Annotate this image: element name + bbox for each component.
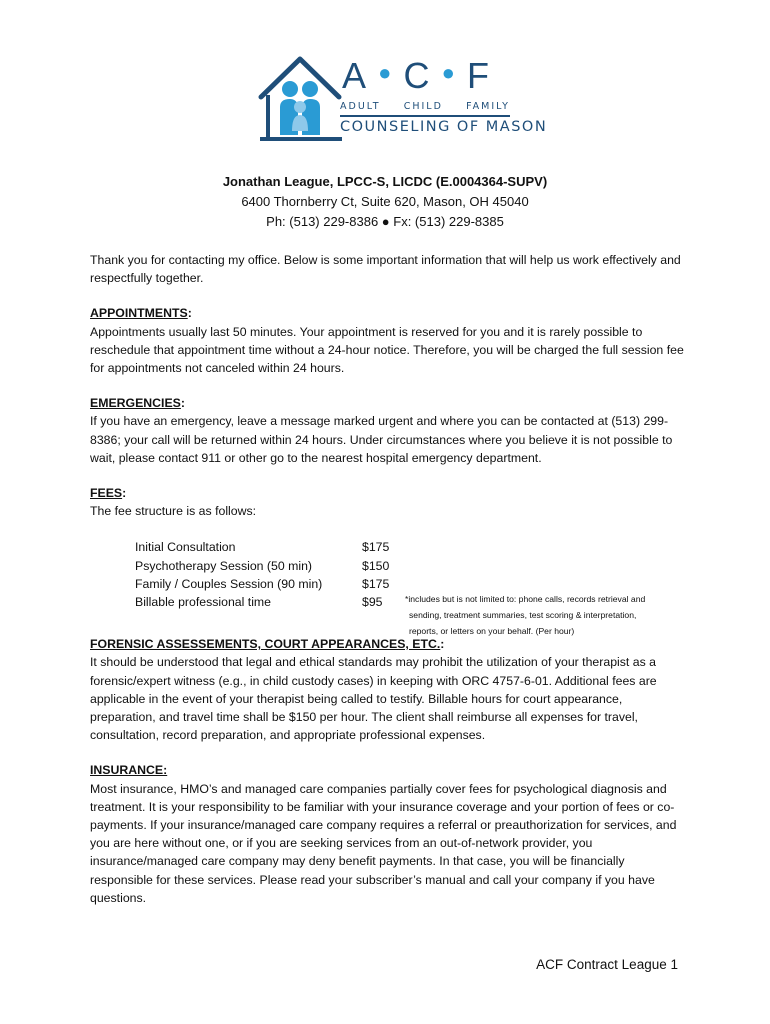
- logo-tagline: [340, 101, 510, 112]
- fee-label: Billable professional time: [135, 595, 272, 609]
- emergencies-section: EMERGENCIES: If you have an emergency, leave a message marked urgent and where you can be contacted at (513) 299-8386; your call will be returned within 24 hours. Under circumstances where you believe it is not possible to wait, please contact 911 or other go to the nearest hospital emergency department.: [90, 394, 690, 467]
- provider-address: 6400 Thornberry Ct, Suite 620, Mason, OH 45040: [241, 194, 529, 209]
- provider-name: Jonathan League, LPCC-S, LICDC (E.0004364-SUPV): [222, 174, 548, 189]
- acf-logo: [258, 55, 548, 155]
- fee-label: Initial Consultation: [135, 540, 236, 555]
- fee-amount: $175: [362, 576, 390, 591]
- section-text: Most insurance, HMO’s and managed care companies partially cover fees for psychological diagnosis and treatment. It is your responsibility to be familiar with your insurance coverage and your portion of fees or co-payments. If your insurance/managed care company requires a referral or preauthorization for services, and you are here without one, or if you are seeking services from an out-of-network provider, you insurance/managed care company may deny benefit payments. In that case, you will be financially responsible for these services. Please read your subscriber’s manual and call your company if you have questions.: [90, 781, 677, 905]
- intro-paragraph: Thank you for contacting my office. Below is some important information that will help us work effectively and respectfully together.: [90, 253, 681, 286]
- appointments-section: APPOINTMENTS: Appointments usually last 50 minutes. Your appointment is reserved for you and it is rarely possible to reschedule that appointment time without a 24-hour notice. Therefore, you will be charged the full session fee for appointments not canceled within 24 hours.: [90, 304, 690, 377]
- logo-letters: A ● C ● F: [342, 55, 493, 96]
- document-body: [90, 251, 690, 907]
- fee-amount: $175: [362, 540, 390, 555]
- letterhead: [0, 172, 770, 232]
- section-text: It should be understood that legal and ethical standards may prohibit the utilization of your therapist as a forensic/expert witness (e.g., in child custody cases) in keeping with ORC 4757-6-01. Additional fees are applicable in the event of your therapist being called to testify. Billable hours for court appearance, preparation, and travel time shall be $150 per hour. The client shall reimburse all expenses for travel, consultation, record preparation, and appropriate professional expenses.: [90, 655, 657, 743]
- fee-label: Family / Couples Session (90 min): [135, 576, 323, 591]
- provider-phone-fax: Ph: (513) 229-8386 ● Fx: (513) 229-8385: [266, 214, 504, 229]
- fees-section: FEES: The fee structure is as follows: Initial Consultation $175 Psychotherapy Session (50 min) $150 Family / Couples Session (90 min) $175 Billable professional time $95 *includes but is not limited to: phone calls, records retrieval and sending, treatment summaries, test scoring & interpretation, reports, or letters on your behalf. (Per hour): [90, 484, 690, 611]
- fee-row: [135, 538, 690, 556]
- section-text: If you have an emergency, leave a message marked urgent and where you can be contacted at (513) 299-8386; your call will be returned within 24 hours. Under circumstances where you believe it is not possible to wait, please contact 911 or other go to the nearest hospital emergency department.: [90, 414, 673, 465]
- section-heading: INSURANCE:: [90, 763, 168, 778]
- fee-amount: $95: [362, 595, 383, 609]
- section-heading: EMERGENCIES: [90, 396, 181, 411]
- fee-row: [135, 575, 690, 593]
- fee-row: [135, 557, 690, 575]
- fee-amount: $150: [362, 558, 390, 573]
- house-family-logo-icon: [258, 55, 342, 150]
- insurance-section: [90, 761, 690, 907]
- page-footer: ACF Contract League 1: [536, 957, 678, 972]
- fee-footnote: *includes but is not limited to: phone calls, records retrieval and sending, treatment summaries, test scoring & interpretation, reports, or letters on your behalf. (Per hour): [405, 594, 646, 637]
- logo-tag-child: CHILD: [403, 101, 443, 112]
- section-heading: FORENSIC ASSESSEMENTS, COURT APPEARANCES, ETC.: [90, 637, 441, 652]
- logo-tag-adult: ADULT: [340, 101, 381, 112]
- section-heading: APPOINTMENTS: [90, 306, 188, 321]
- logo-practice-name: COUNSELING OF MASON: [340, 119, 548, 135]
- section-text: The fee structure is as follows:: [90, 504, 257, 519]
- forensic-section: FORENSIC ASSESSEMENTS, COURT APPEARANCES, ETC.: It should be understood that legal and ethical standards may prohibit the utilization of your therapist as a forensic/expert witness (e.g., in child custody cases) in keeping with ORC 4757-6-01. Additional fees are applicable in the event of your therapist being called to testify. Billable hours for court appearance, preparation, and travel time shall be $150 per hour. The client shall reimburse all expenses for travel, consultation, record preparation, and appropriate professional expenses.: [90, 635, 690, 744]
- logo-tag-family: FAMILY: [466, 101, 510, 112]
- logo-divider: [340, 115, 510, 117]
- fee-label: Psychotherapy Session (50 min): [135, 558, 313, 573]
- section-text: Appointments usually last 50 minutes. Your appointment is reserved for you and it is rarely possible to reschedule that appointment time without a 24-hour notice. Therefore, you will be charged the full session fee for appointments not canceled within 24 hours.: [90, 324, 684, 376]
- section-heading: FEES: [90, 486, 123, 501]
